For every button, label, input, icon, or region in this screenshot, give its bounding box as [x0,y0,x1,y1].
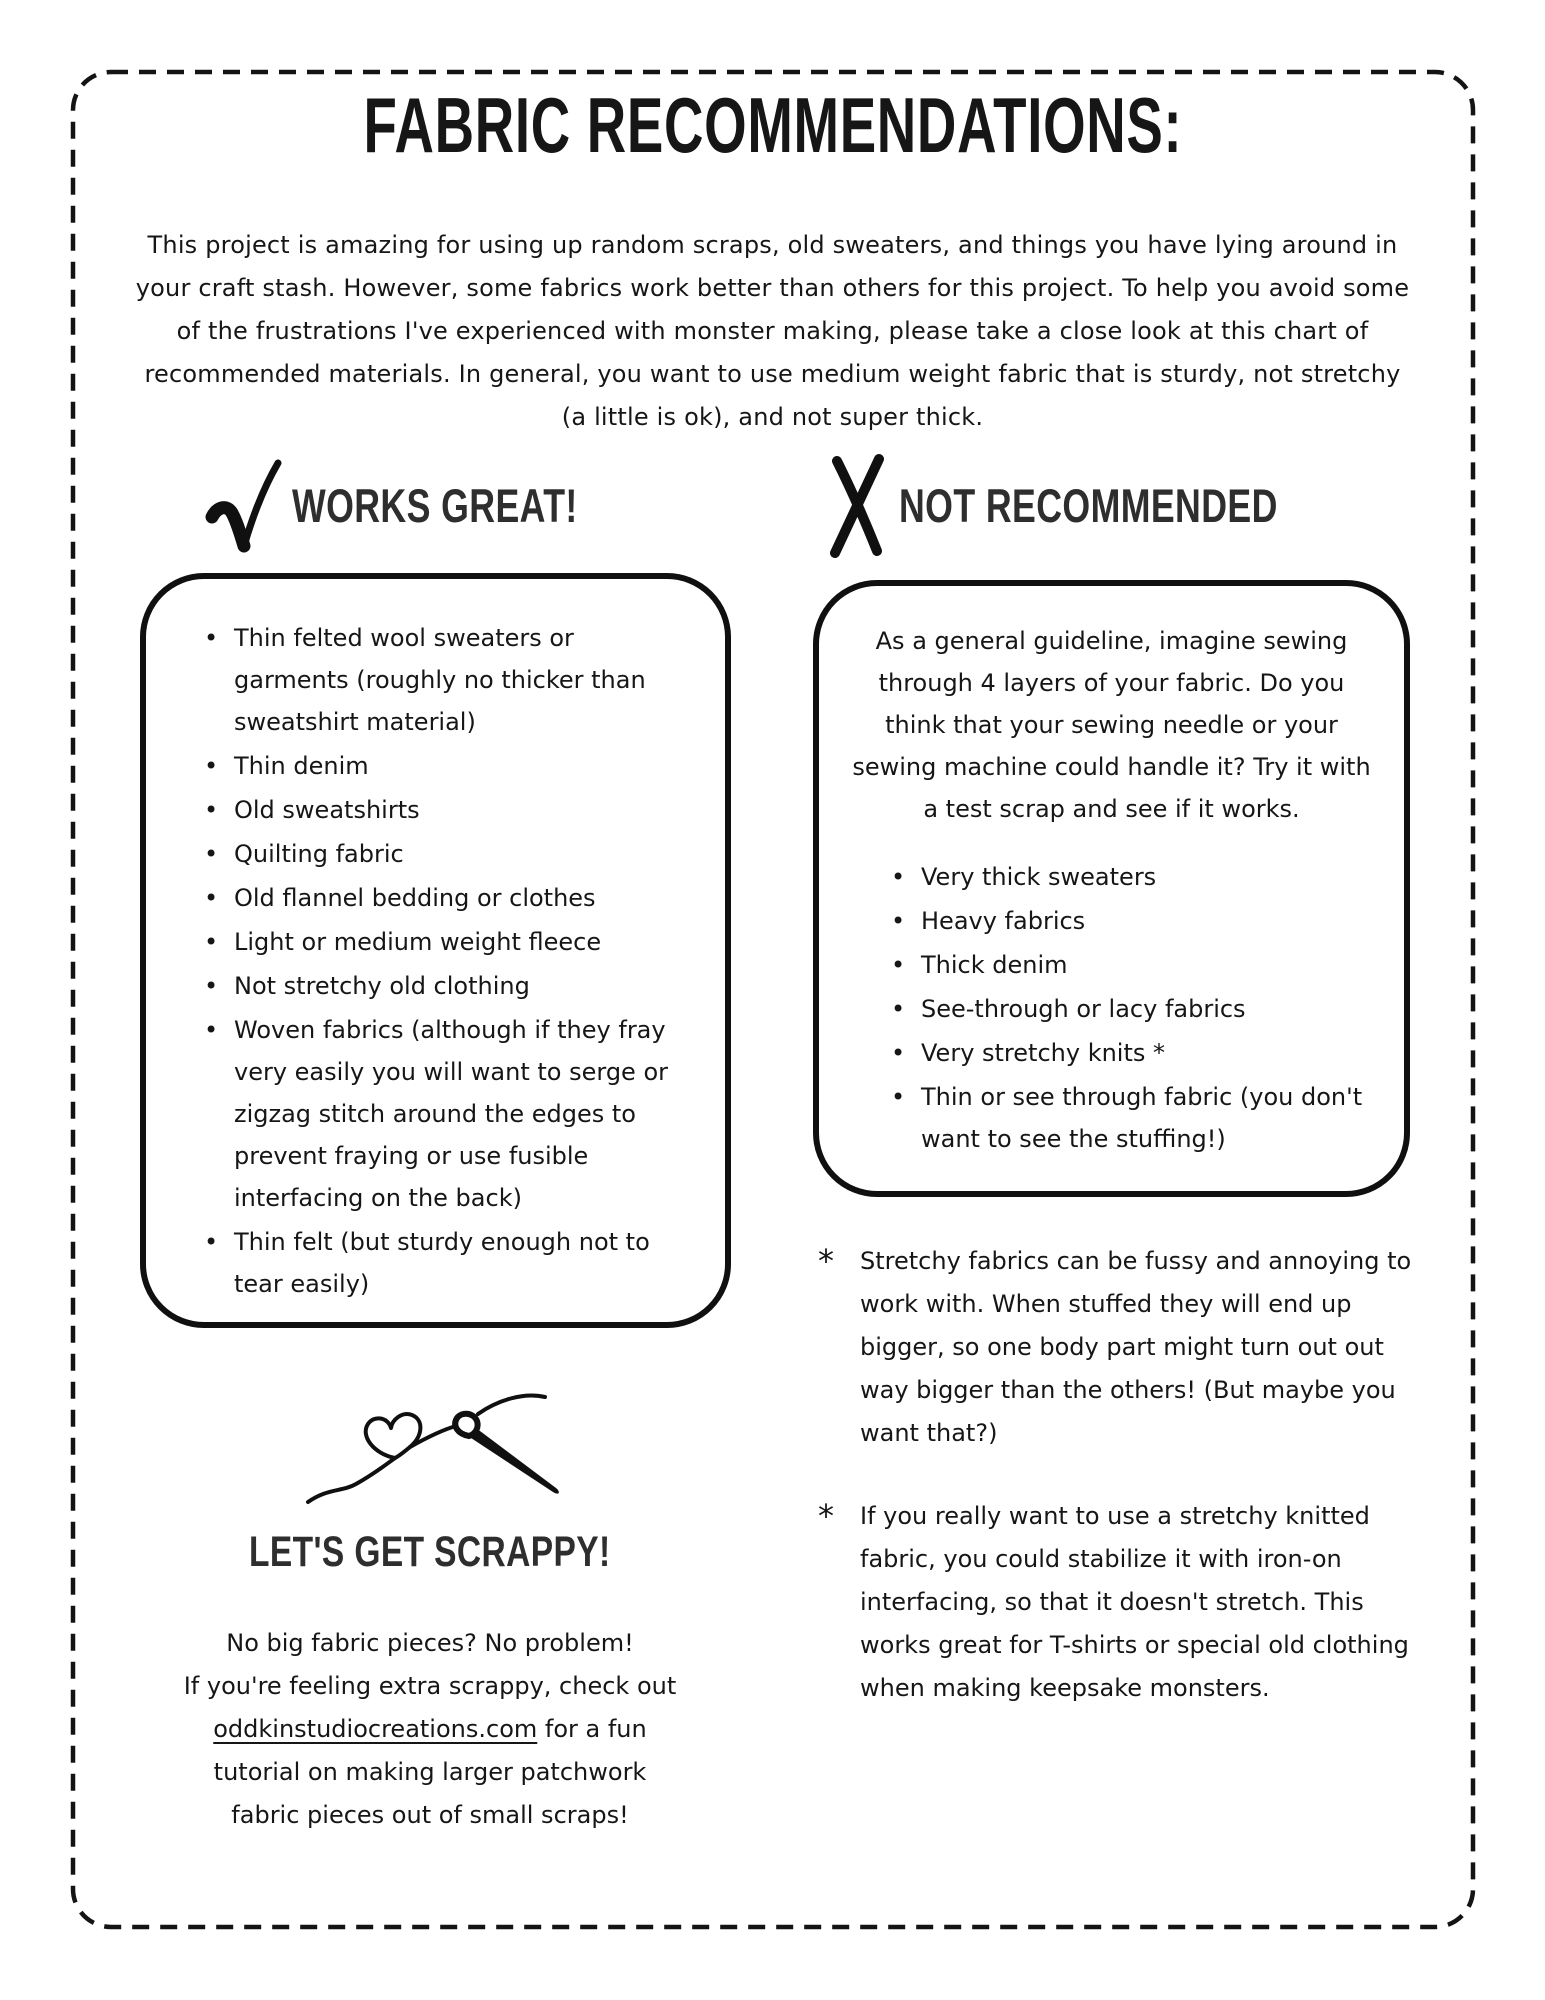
footnote-text: Stretchy fabrics can be fussy and annoying to work with. When stuffed they will end up bigger, so one body part might turn out out way bigger than the others! (But maybe you want that?) [860,1247,1412,1447]
intro-paragraph: This project is amazing for using up random scraps, old sweaters, and things you have lying around in your craft stash. However, some fabrics work better than others for this project. To help you avoid some of the frustrations I've experienced with monster making, please take a close look at this chart of recommended materials. In general, you want to use medium weight fabric that is sturdy, not stretchy (a little is ok), and not super thick. [135,231,1410,431]
scrappy-heading-text: LET'S GET SCRAPPY! [249,1528,611,1576]
footnotes [818,1240,1430,1710]
list-item: • Thin denim [234,745,689,787]
page-title [0,80,1545,171]
not-recommended-list [921,856,1376,1160]
footnote-stretchy-fabrics [818,1240,1430,1455]
needle-and-thread-icon [298,1384,572,1510]
scrappy-line: fabric pieces out of small scraps! [231,1801,629,1829]
scrappy-line: If you're feeling extra scrappy, check out [183,1672,677,1700]
works-great-box [140,573,731,1328]
list-item: • Light or medium weight fleece [234,921,689,963]
list-item: • Woven fabrics (although if they fray very easily you will want to serge or zigzag stitch around the edges to prevent fraying or use fusible interfacing on the back) [234,1009,689,1219]
not-recommended-heading-text: NOT RECOMMENDED [899,478,1279,532]
scrappy-line-rest: for a fun [537,1715,647,1743]
works-great-list [234,617,689,1305]
list-item: • Very stretchy knits * [921,1032,1376,1074]
scrappy-line: No big fabric pieces? No problem! [226,1629,634,1657]
list-item: • Thin felted wool sweaters or garments (roughly no thicker than sweatshirt material) [234,617,689,743]
list-item: • Thin or see through fabric (you don't want to see the stuffing!) [921,1076,1376,1160]
asterisk-marker: * [818,1242,834,1280]
footnote-stabilize-knits [818,1495,1430,1710]
list-item: • Very thick sweaters [921,856,1376,898]
page-title-text: FABRIC RECOMMENDATIONS: [363,81,1182,169]
not-recommended-heading [813,450,1410,560]
scrappy-heading [140,1528,720,1577]
list-item: • Old sweatshirts [234,789,689,831]
list-item: • Quilting fabric [234,833,689,875]
footnote-text: If you really want to use a stretchy knitted fabric, you could stabilize it with iron-on interfacing, so that it doesn't stretch. This works great for T-shirts or special old clothing when making keepsake monsters. [860,1502,1409,1702]
scrappy-line [135,1708,725,1751]
asterisk-marker: * [818,1497,834,1535]
list-item: • Not stretchy old clothing [234,965,689,1007]
scrappy-paragraph [135,1622,725,1837]
oddkin-website-link[interactable]: oddkinstudiocreations.com [213,1715,538,1743]
works-great-heading [140,450,731,560]
x-mark-icon [825,451,889,559]
list-item: • Old flannel bedding or clothes [234,877,689,919]
not-recommended-box [813,580,1410,1197]
scrappy-line: tutorial on making larger patchwork [213,1758,647,1786]
list-item: • Heavy fabrics [921,900,1376,942]
works-great-heading-text: WORKS GREAT! [291,478,578,532]
list-item: • Thick denim [921,944,1376,986]
list-item: • Thin felt (but sturdy enough not to tear easily) [234,1221,689,1305]
not-recommended-intro: As a general guideline, imagine sewing through 4 layers of your fabric. Do you think that your sewing needle or your sewing machine could handle it? Try it with a test scrap and see if it works. [852,627,1371,823]
checkmark-icon [204,455,282,555]
list-item: • See-through or lacy fabrics [921,988,1376,1030]
